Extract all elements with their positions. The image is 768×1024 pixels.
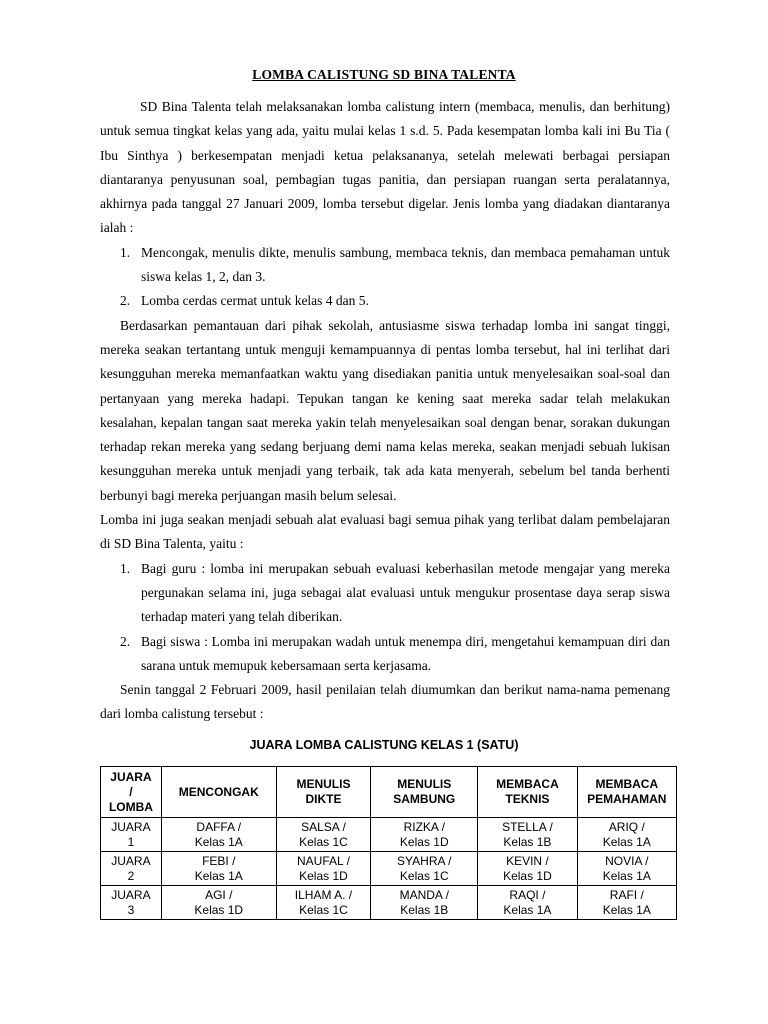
header-cell — [478, 767, 577, 818]
table-cell — [276, 818, 371, 852]
table-cell — [101, 818, 162, 852]
header-line: MENCONGAK — [178, 784, 259, 799]
cell-line: Kelas 1A — [602, 902, 651, 917]
header-cell — [276, 767, 371, 818]
cell-line: NOVIA / — [605, 853, 649, 868]
cell-line: KEVIN / — [506, 853, 549, 868]
cell-line: Kelas 1C — [299, 902, 348, 917]
table-cell — [478, 852, 577, 886]
document-title: LOMBA CALISTUNG SD BINA TALENTA — [252, 67, 516, 82]
paragraph-evaluation: Lomba ini juga seakan menjadi sebuah alat evaluasi bagi semua pihak yang terlibat dalam pembelajaran di SD Bina Talenta, yaitu : — [100, 512, 670, 552]
list-number: 2. — [120, 293, 131, 309]
list-number: 1. — [120, 244, 131, 260]
cell-line: ARIQ / — [608, 819, 645, 834]
table-cell — [101, 886, 162, 920]
table-cell — [577, 852, 676, 886]
cell-line: Kelas 1A — [602, 834, 651, 849]
table-cell — [276, 886, 371, 920]
cell-line: SALSA / — [301, 819, 346, 834]
table-row — [101, 886, 677, 920]
cell-line: RAFI / — [609, 887, 644, 902]
cell-line: Kelas 1C — [299, 834, 348, 849]
table-row — [101, 818, 677, 852]
table-cell — [276, 852, 371, 886]
header-line: LOMBA — [108, 799, 153, 814]
table-cell — [577, 818, 676, 852]
table-header-row — [101, 767, 677, 818]
cell-line: Kelas 1A — [503, 902, 552, 917]
table-cell — [161, 852, 276, 886]
paragraph-observation: Berdasarkan pemantauan dari pihak sekolah, antusiasme siswa terhadap lomba ini sangat tinggi, mereka seakan tertantang untuk menguji kemampuannya di pentas lomba tersebut, hal ini terlihat dari kesungguhan mereka memanfaatkan waktu yang disediakan panitia untuk menyelesaikan soal-soal dan pertanyaan yang mereka hadapi. Tepukan tangan ke kening saat mereka sadar telah melakukan kesalahan, kepalan tangan saat mereka yakin telah menyelesaikan soal dengan benar, sorakan dukungan terhadap rekan mereka yang sedang berjuang demi nama kelas mereka, seakan menjadi sebuah lukisan kesungguhan mereka untuk menjadi yang terbaik, tak ada kata menyerah, sebelum bel tanda berhenti berbunyi bagi mereka perjuangan masih belum selesai. — [100, 317, 670, 503]
table-row — [101, 852, 677, 886]
list-item — [100, 289, 670, 313]
header-line: PEMAHAMAN — [587, 792, 667, 806]
table-cell — [478, 818, 577, 852]
list-item — [100, 557, 670, 630]
table-cell — [478, 886, 577, 920]
table-cell — [371, 886, 478, 920]
list-text: Mencongak, menulis dikte, menulis sambung, membaca teknis, dan membaca pemahaman untuk siswa kelas 1, 2, dan 3. — [141, 244, 670, 285]
header-line: JUARA — [110, 769, 152, 784]
winners-table — [100, 766, 677, 920]
header-line: SAMBUNG — [393, 792, 456, 806]
cell-line: Kelas 1A — [194, 834, 243, 849]
cell-line: Kelas 1D — [399, 834, 449, 849]
cell-line: Kelas 1C — [399, 868, 449, 883]
cell-line: SYAHRA / — [397, 853, 452, 868]
cell-line: Kelas 1D — [194, 902, 244, 917]
table-title: JUARA LOMBA CALISTUNG KELAS 1 (SATU) — [249, 738, 519, 752]
cell-line: Kelas 1D — [299, 868, 348, 883]
cell-line: RIZKA / — [403, 819, 445, 834]
cell-line: Kelas 1A — [602, 868, 651, 883]
table-cell — [161, 886, 276, 920]
list-text: Bagi siswa : Lomba ini merupakan wadah untuk menempa diri, mengetahui kemampuan diri dan sarana untuk memupuk kebersamaan serta kerjasama. — [141, 633, 670, 673]
list-text: Lomba cerdas cermat untuk kelas 4 dan 5. — [141, 293, 369, 309]
cell-line: JUARA — [111, 887, 151, 902]
header-line: TEKNIS — [505, 792, 550, 806]
cell-line: MANDA / — [399, 887, 449, 902]
cell-line: DAFFA / — [196, 819, 242, 834]
cell-line: 2 — [127, 868, 135, 883]
cell-line: NAUFAL / — [297, 853, 350, 868]
cell-line: JUARA — [111, 853, 151, 868]
table-cell — [161, 818, 276, 852]
cell-line: Kelas 1B — [400, 902, 449, 917]
cell-line: 1 — [127, 834, 135, 849]
table-cell — [371, 818, 478, 852]
cell-line: Kelas 1D — [503, 868, 552, 883]
table-cell — [371, 852, 478, 886]
header-line: / — [129, 784, 133, 799]
header-line: MENULIS DIKTE — [296, 777, 351, 806]
cell-line: ILHAM A. / — [294, 887, 353, 902]
paragraph-announcement: Senin tanggal 2 Februari 2009, hasil penilaian telah diumumkan dan berikut nama-nama pemenang dari lomba calistung tersebut : — [100, 682, 670, 722]
header-cell — [577, 767, 676, 818]
cell-line: AGI / — [205, 887, 233, 902]
evaluation-list — [100, 557, 670, 678]
document-body — [100, 95, 670, 727]
list-number: 2. — [120, 633, 131, 649]
cell-line: JUARA — [111, 819, 151, 834]
competition-types-list — [100, 241, 670, 314]
cell-line: Kelas 1A — [194, 868, 243, 883]
paragraph-intro: SD Bina Talenta telah melaksanakan lomba calistung intern (membaca, menulis, dan berhitung) untuk semua tingkat kelas yang ada, yaitu mulai kelas 1 s.d. 5. Pada kesempatan lomba kali ini Bu Tia ( Ibu Sinthya ) berkesempatan menjadi ketua pelaksananya, setelah melewati berbagai persiapan diantaranya penyusunan soal, pembagian tugas panitia, dan persiapan ruangan serta peralatannya, akhirnya pada tanggal 27 Januari 2009, lomba tersebut digelar. Jenis lomba yang diadakan diantaranya ialah : — [100, 99, 670, 236]
table-cell — [577, 886, 676, 920]
cell-line: Kelas 1B — [503, 834, 552, 849]
header-line: MEMBACA — [496, 777, 559, 791]
header-line: MEMBACA — [595, 777, 659, 791]
table-cell — [101, 852, 162, 886]
list-item — [100, 241, 670, 290]
cell-line: 3 — [127, 902, 135, 917]
header-line: MENULIS — [397, 777, 452, 791]
cell-line: RAQI / — [509, 887, 546, 902]
list-text: Bagi guru : lomba ini merupakan sebuah evaluasi keberhasilan metode mengajar yang mereka pergunakan selama ini, juga sebagai alat evaluasi untuk mengukur prosentase daya serap siswa terhadap materi yang telah diberikan. — [141, 560, 670, 625]
header-cell — [161, 767, 276, 818]
header-cell — [371, 767, 478, 818]
header-cell — [101, 767, 162, 818]
list-number: 1. — [120, 560, 131, 576]
cell-line: FEBI / — [202, 853, 236, 868]
cell-line: STELLA / — [502, 819, 553, 834]
list-item — [100, 630, 670, 679]
